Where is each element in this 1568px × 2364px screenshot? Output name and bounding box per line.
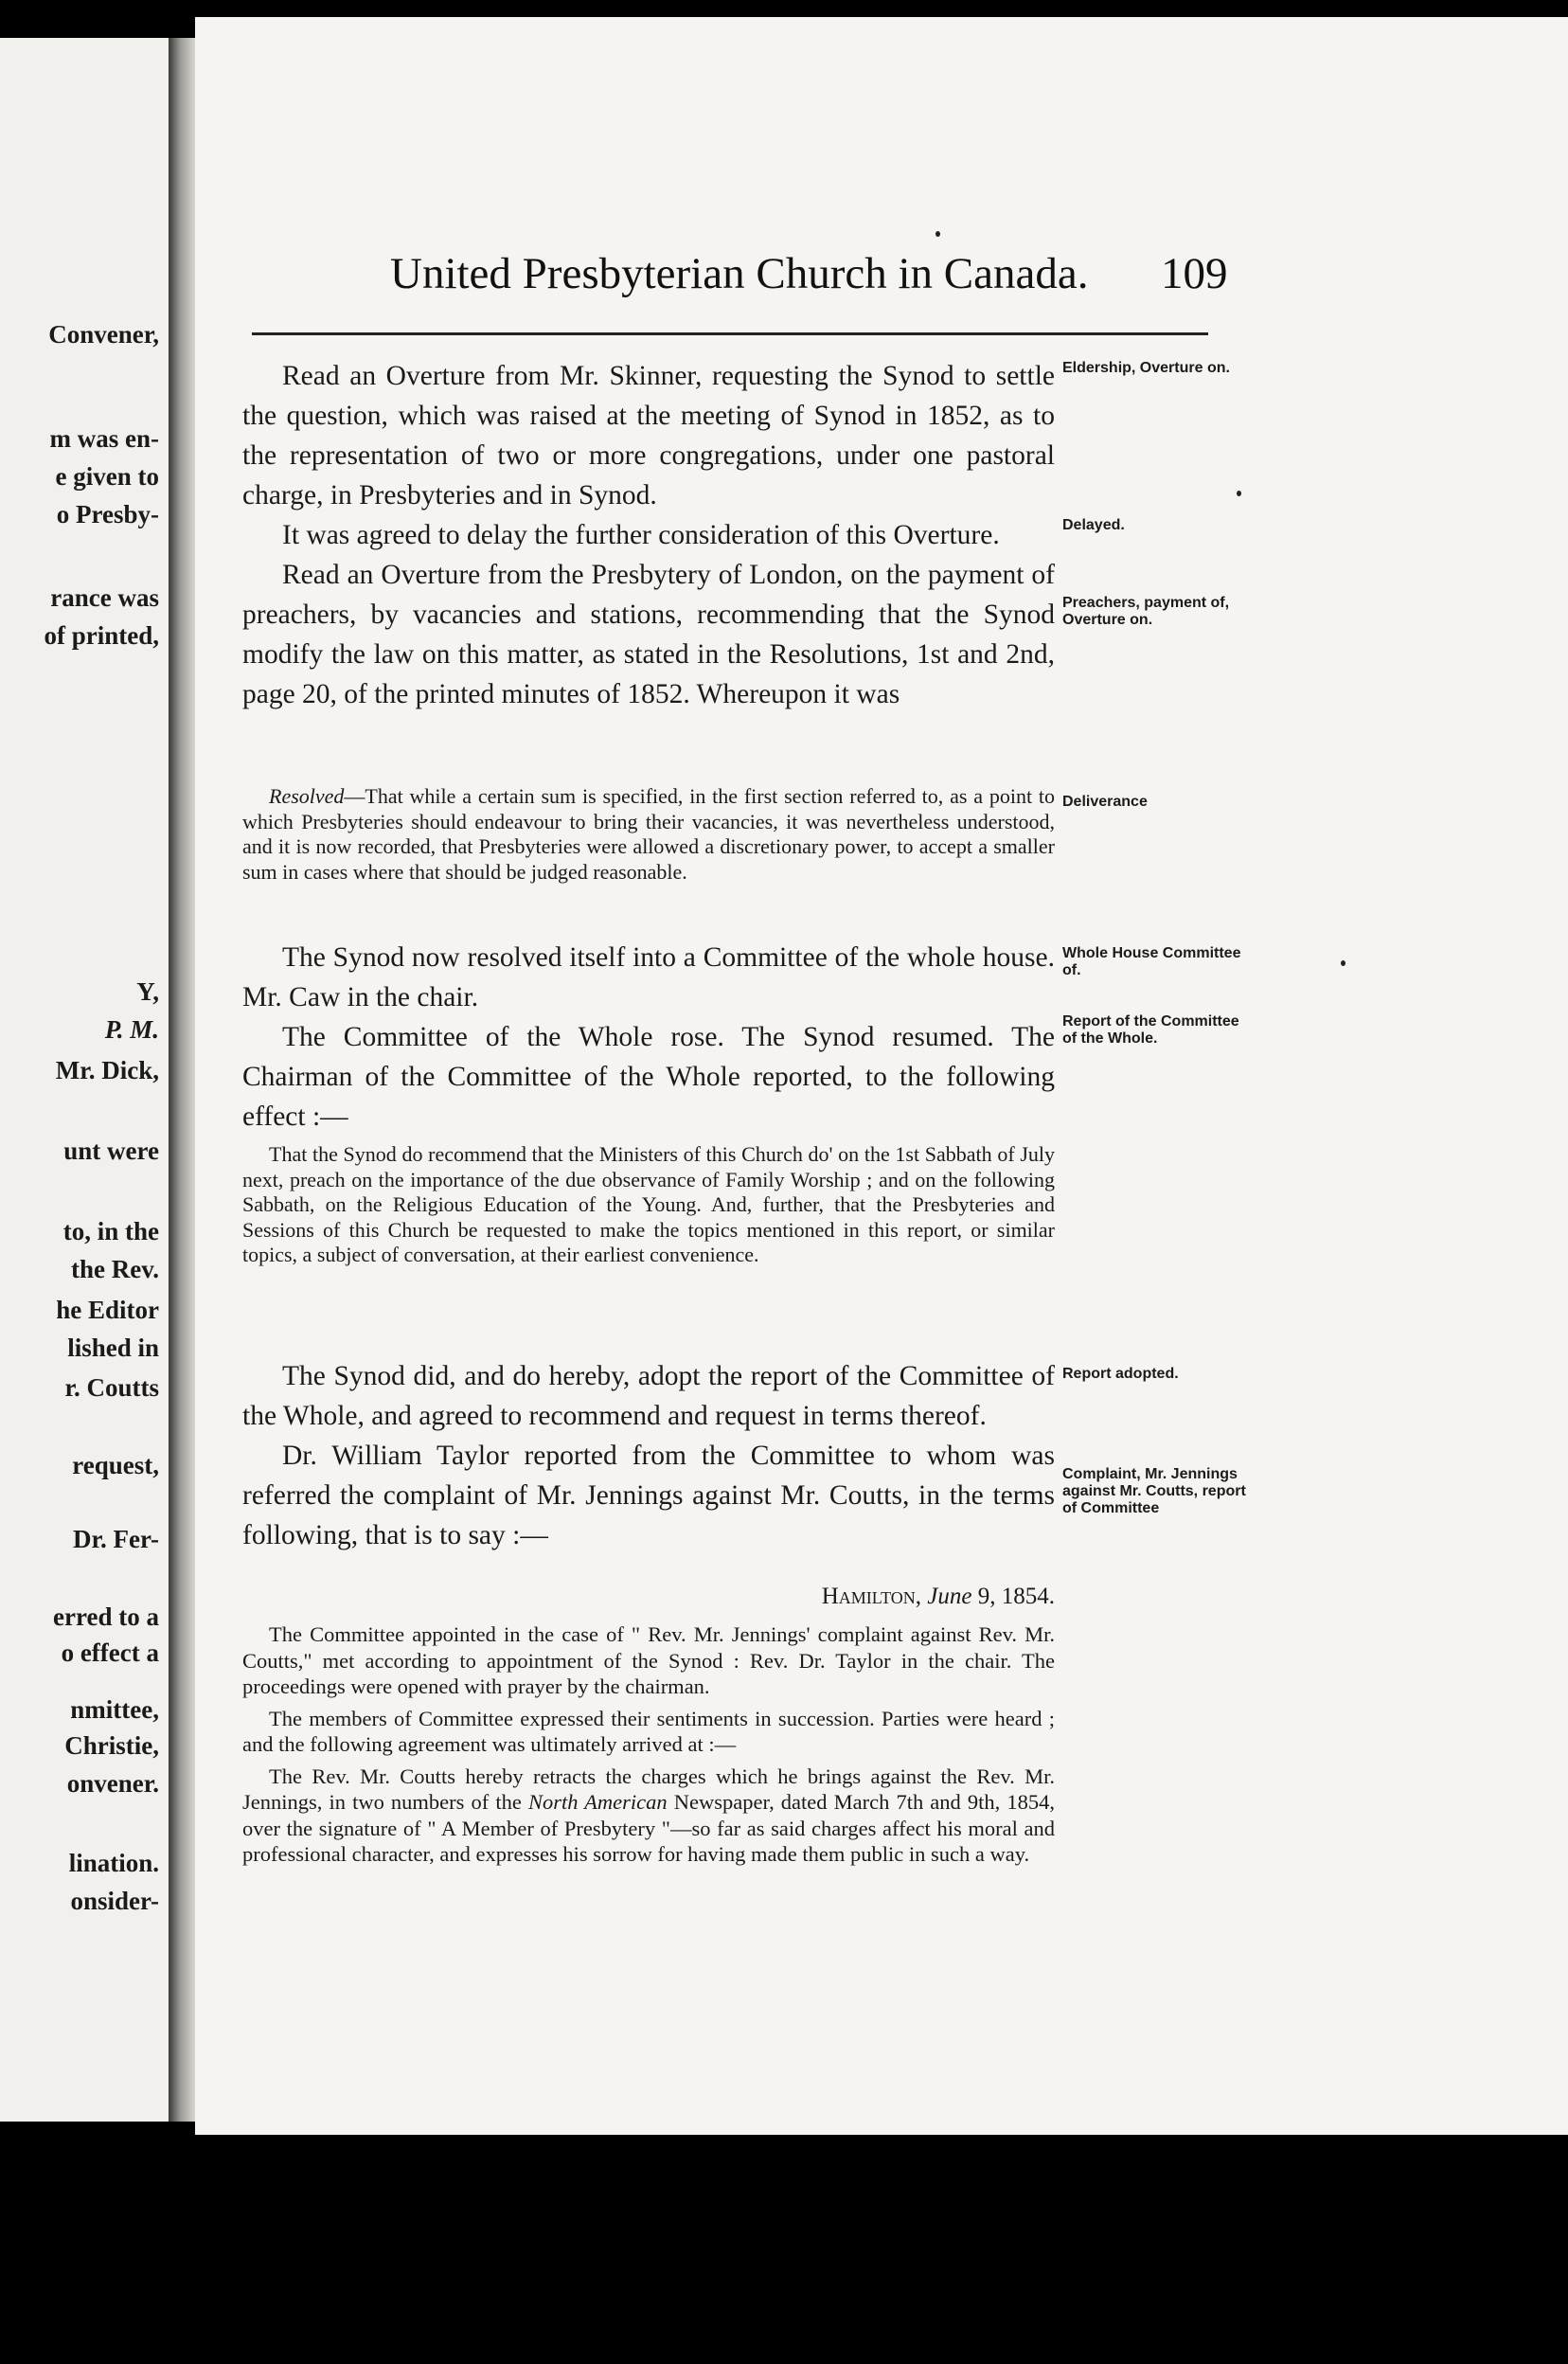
committee-paragraph-3 (242, 1764, 1055, 1868)
left-page-line: to, in the (62, 1217, 159, 1245)
left-page-line: lination. (68, 1849, 159, 1877)
dateline-rest: 9, 1854. (977, 1584, 1055, 1609)
dateline-place: Hamilton, (821, 1584, 922, 1609)
report-paragraph: That the Synod do recommend that the Ministers of this Church do' on the 1st Sabbath of July next, preach on the importance of the due observance of Family Worship ; and on the following Sabbath, on the Religious Education of the Young. And, further, that the Presbyteries and Sessions of this Church be requested to make the topics mentioned in this report, or similar topics, a subject of conversation, at their earliest convenience. (242, 1142, 1055, 1266)
margin-note-whole-house: Whole House Committee of. (1062, 945, 1241, 978)
left-page-line: lished in (67, 1334, 159, 1362)
left-page-line: e given to (55, 462, 159, 491)
print-speck (935, 231, 940, 237)
print-speck (1237, 491, 1241, 496)
committee-paragraph-1: The Committee appointed in the case of " Rev. Mr. Jennings' complaint against Rev. Mr. Coutts," met according to appointment of the Synod : Rev. Dr. Taylor in the chair. The proceedings were opened with prayer by the chairman. (242, 1622, 1055, 1698)
left-page-line: unt were (63, 1137, 159, 1165)
page-number: 109 (1161, 249, 1228, 298)
left-page-line: Convener, (48, 320, 159, 349)
paragraph-committee-rose: The Committee of the Whole rose. The Synod resumed. The Chairman of the Committee of the Whole reported, to the following effect :— (242, 1022, 1055, 1132)
paragraph-taylor-reported: Dr. William Taylor reported from the Committee to whom was referred the complaint of Mr. Jennings against Mr. Coutts, in the terms following, that is to say :— (242, 1441, 1055, 1550)
left-page-line: nmittee, (70, 1695, 159, 1724)
body-block-3 (242, 1356, 1055, 1555)
left-page-line: onvener. (66, 1769, 159, 1798)
left-page-line: request, (72, 1451, 159, 1479)
left-page-line: Dr. Fer- (73, 1525, 159, 1553)
left-page-line: rance was (50, 583, 159, 612)
header-rule (252, 332, 1208, 335)
margin-note-report-of: Report of the Committee of the Whole. (1062, 1013, 1239, 1047)
left-page-line: Christie, (64, 1731, 159, 1760)
left-page-line: o effect a (61, 1639, 159, 1667)
paragraph-overture-skinner: Read an Overture from Mr. Skinner, requesting the Synod to settle the question, which was raised at the meeting of Synod in 1852, as to the representation of two or more congregations, under one pastoral charge, in Presbyteries and in Synod. (242, 361, 1055, 510)
resolved-label: Resolved (269, 784, 345, 808)
left-page-line: the Rev. (71, 1255, 159, 1283)
left-page-line: P. M. (104, 1015, 159, 1044)
left-page-line: Mr. Dick, (55, 1056, 159, 1084)
resolved-text: —That while a certain sum is specified, in the first section referred to, as a point to which Presbyteries should endeavour to bring their vacancies, it was nevertheless understood, and it is now recorded, that Presbyteries were allowed a discretionary power, to accept a smaller sum in cases where that should be judged reasonable. (242, 784, 1055, 884)
book-gutter (169, 38, 195, 2122)
paragraph-overture-london: Read an Overture from the Presbytery of London, on the payment of preachers, by vacancies and stations, recommending that the Synod modify the law on this matter, as stated in the Resolutions, 1st and 2nd, page 20, of the printed minutes of 1852. Whereupon it was (242, 560, 1055, 709)
left-page-line: Y, (136, 977, 159, 1006)
margin-note-preachers: Preachers, payment of, Overture on. (1062, 595, 1230, 628)
margin-note-eldership: Eldership, Overture on. (1062, 360, 1230, 376)
left-page-line: r. Coutts (64, 1373, 159, 1402)
retraction-text-b: Newspaper, dated March 7th and 9th, 1854, over the signature of " A Member of Presbytery "—so far as said charges affect his moral and professional character, and expresses his sorrow for having made them public in such a way. (242, 1790, 1055, 1866)
body-block-1 (242, 356, 1055, 714)
margin-note-delayed: Delayed. (1062, 517, 1125, 533)
margin-note-report-adopted: Report adopted. (1062, 1366, 1179, 1382)
margin-note-deliverance: Deliverance (1062, 794, 1148, 810)
paragraph-adopt-report: The Synod did, and do hereby, adopt the report of the Committee of the Whole, and agreed to recommend and request in terms thereof. (242, 1361, 1055, 1431)
dateline (242, 1582, 1098, 1612)
report-block (242, 1142, 1055, 1268)
print-speck (1341, 960, 1345, 966)
left-page-fragment (0, 38, 169, 2122)
committee-paragraph-2: The members of Committee expressed their sentiments in succession. Parties were heard ; and the following agreement was ultimately arrived at :— (242, 1706, 1055, 1756)
running-title: United Presbyterian Church in Canada. (390, 249, 1089, 298)
dateline-date: June (927, 1584, 972, 1609)
left-page-line: erred to a (53, 1603, 159, 1631)
left-page-line: m was en- (49, 424, 159, 453)
left-page-line: he Editor (56, 1296, 159, 1324)
margin-note-complaint: Complaint, Mr. Jennings against Mr. Coutts, report of Committee (1062, 1466, 1246, 1516)
body-block-2 (242, 938, 1055, 1137)
retraction-text-a: The Rev. Mr. Coutts hereby retracts the charges which he brings against the Rev. Mr. Jennings, in two numbers of the (242, 1764, 1055, 1814)
left-page-line: onsider- (70, 1887, 159, 1915)
paragraph-delay: It was agreed to delay the further consideration of this Overture. (282, 520, 1000, 550)
resolved-block (242, 784, 1055, 885)
newspaper-name: North American (527, 1790, 668, 1814)
committee-report-block (242, 1621, 1055, 1868)
left-page-line: of printed, (44, 621, 159, 650)
paragraph-committee-whole: The Synod now resolved itself into a Committee of the whole house. Mr. Caw in the chair. (242, 942, 1055, 1012)
left-page-line: o Presby- (56, 500, 159, 528)
resolved-paragraph (242, 784, 1055, 885)
